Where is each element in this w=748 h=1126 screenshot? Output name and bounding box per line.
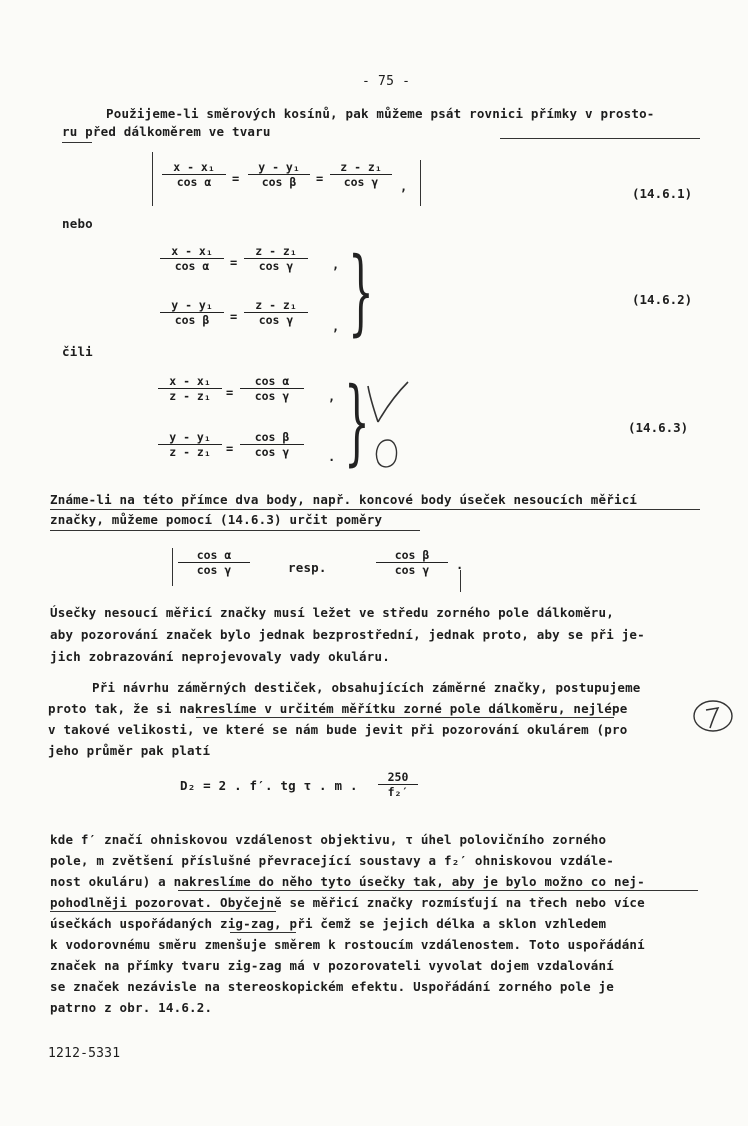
underline-rovnici [500,138,700,139]
eq3-equals-1: = [226,386,234,400]
handwritten-circled-mark-icon [690,696,736,736]
eq2-equals-2: = [230,310,238,324]
para4-line-2: pole, m zvětšení příslušné převracející soustavy a f₂′ ohniskovou vzdále- [50,853,614,868]
ratio1-left-edge [172,548,173,586]
eq1-number: (14.6.1) [632,186,693,201]
para4-line-1: kde f′ značí ohniskovou vzdálenost objektivu, τ úhel polovičního zorného [50,832,607,847]
para2-line-3: jich zobrazování neprojevovaly vady okuláru. [50,649,390,664]
para4-line-6: k vodorovnému směru zmenšuje směrem k rostoucím vzdálenostem. Toto uspořádání [50,937,645,952]
eq2-right-brace: } [348,238,374,346]
eq1-fraction-z: $\frac{\text{z - z₁}}{\text{cos γ}}$ [330,160,392,190]
formula-lhs: D₂ = 2 . f′. tg τ . m . [180,778,358,793]
para1-line-1: Známe-li na této přímce dva body, např. koncové body úseček nesoucích měřicí [50,492,638,507]
box-left-edge [152,152,153,206]
eq3-number: (14.6.3) [628,420,689,435]
para4-line-7: značek na přímky tvaru zig-zag má v pozorovateli vyvolat dojem vzdalování [50,958,614,973]
ratio1-fraction: $\frac{\text{cos α}}{\text{cos γ}}$ [178,548,250,578]
underline-para1-b [50,530,420,531]
underline-para4-b [50,911,276,912]
underline-para4-a [178,890,698,891]
intro-line-2: ru před dálkoměrem ve tvaru [62,124,271,139]
underline-prostoru [62,142,92,143]
label-nebo: nebo [62,216,93,231]
eq3-fraction-c: $\frac{\text{y - y₁}}{\text{z - z₁}}$ [158,430,222,460]
underline-nakreslime [196,717,614,718]
underline-para1 [50,509,700,510]
eq1-fraction-x: $\frac{\text{x - x₁}}{\text{cos α}}$ [162,160,226,190]
eq3-fraction-a: $\frac{\text{x - x₁}}{\text{z - z₁}}$ [158,374,222,404]
eq1-fraction-y: $\frac{\text{y - y₁}}{\text{cos β}}$ [248,160,310,190]
eq3-dot: . [328,450,336,464]
para1-line-2: značky, můžeme pomocí (14.6.3) určit poměry [50,512,383,527]
page-number: - 75 - [362,74,411,89]
eq2-fraction-a: $\frac{\text{x - x₁}}{\text{cos α}}$ [160,244,224,274]
label-resp: resp. [288,560,327,575]
label-cili: čili [62,344,93,359]
para2-line-2: aby pozorování značek bylo jednak bezprostřední, jednak proto, aby se při je- [50,627,645,642]
eq2-comma-1: , [332,258,340,272]
intro-line-1: Použijeme-li směrových kosínů, pak můžeme psát rovnici přímky v prosto- [106,106,655,121]
eq1-equals-1: = [232,172,240,186]
eq2-equals-1: = [230,256,238,270]
eq2-fraction-d: $\frac{\text{z - z₁}}{\text{cos γ}}$ [244,298,308,328]
ratio2-fraction: $\frac{\text{cos β}}{\text{cos γ}}$ [376,548,448,578]
handwritten-annotation-icon [360,378,420,472]
eq2-fraction-b: $\frac{\text{z - z₁}}{\text{cos γ}}$ [244,244,308,274]
ratio2-right-edge [460,570,461,592]
ratios-dot: . [456,558,464,572]
para4-line-4: pohodlněji pozorovat. Obyčejně se měřicí značky rozmísťují na třech nebo více [50,895,645,910]
box-right-edge [420,160,421,206]
para2-line-1: Úsečky nesoucí měřicí značky musí ležet ve středu zorného pole dálkoměru, [50,605,614,620]
para3-line-1: Při návrhu záměrných destiček, obsahujících záměrné značky, postupujeme [92,680,641,695]
para4-line-9: patrno z obr. 14.6.2. [50,1000,213,1015]
para3-line-2: proto tak, že si nakreslíme v určitém měřítku zorné pole dálkoměru, nejlépe [48,701,628,716]
eq3-fraction-d: $\frac{\text{cos β}}{\text{cos γ}}$ [240,430,304,460]
formula-fraction: $\frac{250}{\text{f₂′}}$ [378,770,418,800]
para3-line-3: v takové velikosti, ve které se nám bude jevit při pozorování okulárem (pro [48,722,628,737]
underline-para4-c [230,932,296,933]
eq3-right-brace: } [344,368,370,476]
footer-code: 1212-5331 [48,1046,121,1061]
eq2-comma-2: , [332,320,340,334]
eq2-fraction-c: $\frac{\text{y - y₁}}{\text{cos β}}$ [160,298,224,328]
eq2-number: (14.6.2) [632,292,693,307]
para4-line-3: nost okuláru) a nakreslíme do něho tyto úsečky tak, aby je bylo možno co nej- [50,874,645,889]
eq1-comma: , [400,180,408,194]
para4-line-8: se značek nezávisle na stereoskopickém efektu. Uspořádání zorného pole je [50,979,614,994]
eq3-comma: , [328,390,336,404]
para4-line-5: úsečkách uspořádaných zig-zag, při čemž se jejich délka a sklon vzhledem [50,916,607,931]
para3-line-4: jeho průměr pak platí [48,743,211,758]
eq3-fraction-b: $\frac{\text{cos α}}{\text{cos γ}}$ [240,374,304,404]
eq3-equals-2: = [226,442,234,456]
eq1-equals-2: = [316,172,324,186]
